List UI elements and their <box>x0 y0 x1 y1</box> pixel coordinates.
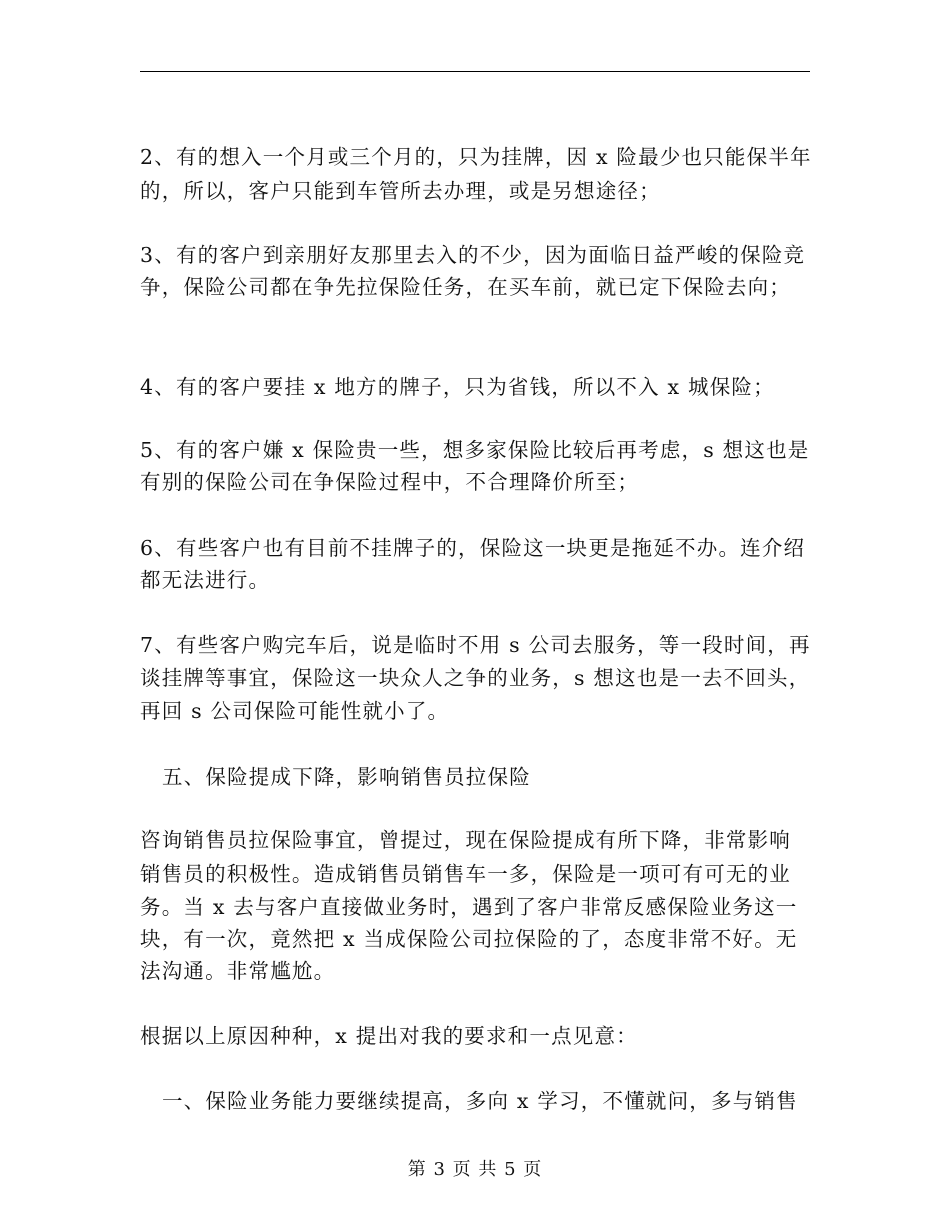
text-line: 块，有一次，竟然把 x 当成保险公司拉保险的了，态度非常不好。无 <box>140 927 798 951</box>
text-line: 有别的保险公司在争保险过程中，不合理降价所至； <box>140 470 640 494</box>
text-line: 2、有的想入一个月或三个月的，只为挂牌，因 x 险最少也只能保半年 <box>140 145 812 169</box>
text-line: 根据以上原因种种，x 提出对我的要求和一点见意： <box>140 1024 638 1048</box>
text-line: 销售员的积极性。造成销售员销售车一多，保险是一项可有可无的业 <box>140 862 791 886</box>
text-line: 的，所以，客户只能到车管所去办理，或是另想途径； <box>140 179 661 203</box>
text-line: 谈挂牌等事宜，保险这一块众人之争的业务，s 想这也是一去不回头， <box>140 666 811 690</box>
text-line: 法沟通。非常尴尬。 <box>140 959 336 983</box>
text-line: 3、有的客户到亲朋好友那里去入的不少，因为面临日益严峻的保险竞 <box>140 243 806 267</box>
header-rule <box>140 71 810 72</box>
text-line: 务。当 x 去与客户直接做业务时，遇到了客户非常反感保险业务这一 <box>140 895 798 919</box>
page-footer: 第 3 页 共 5 页 <box>407 1159 543 1180</box>
text-line: 7、有些客户购完车后，说是临时不用 s 公司去服务，等一段时间，再 <box>140 633 811 657</box>
text-line: 4、有的客户要挂 x 地方的牌子，只为省钱，所以不入 x 城保险； <box>140 375 775 399</box>
text-line: 都无法进行。 <box>140 568 271 592</box>
section-heading: 五、保险提成下降，影响销售员拉保险 <box>162 765 531 789</box>
text-line: 6、有些客户也有目前不挂牌子的，保险这一块更是拖延不办。连介绍 <box>140 536 806 560</box>
text-line: 再回 s 公司保险可能性就小了。 <box>140 699 450 723</box>
text-line: 5、有的客户嫌 x 保险贵一些，想多家保险比较后再考虑，s 想这也是 <box>140 438 810 462</box>
text-line: 争，保险公司都在争先拉保险任务，在买车前，就已定下保险去向； <box>140 275 791 299</box>
text-line: 咨询销售员拉保险事宜，曾提过，现在保险提成有所下降，非常影响 <box>140 828 791 852</box>
text-line: 一、保险业务能力要继续提高，多向 x 学习，不懂就问，多与销售 <box>162 1089 798 1113</box>
